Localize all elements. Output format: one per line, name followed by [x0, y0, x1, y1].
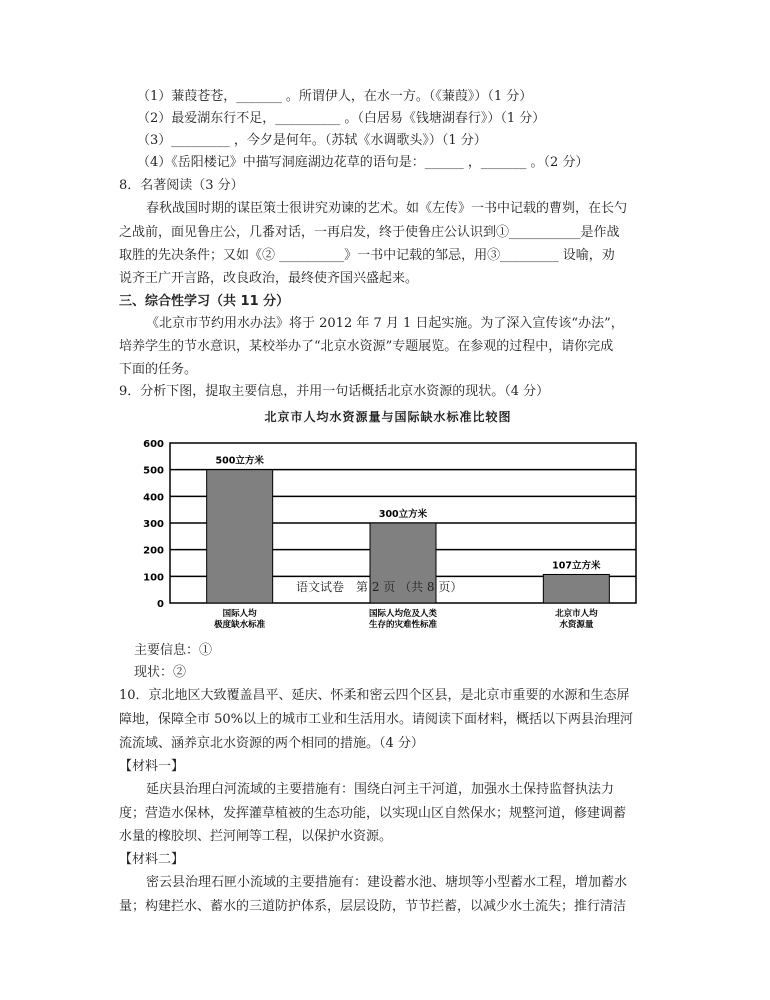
- section-3-intro-2: 培养学生的节水意识，某校举办了“北京水资源”专题展览。在参观的过程中，请你完成: [119, 339, 614, 354]
- q10-text-2: 障地，保障全市 50%以上的城市工业和生活用水。请阅读下面材料，概括以下两县治理河: [119, 712, 634, 727]
- q8-text-2: 之战前，面见鲁庄公，几番对话，一再启发，终于使鲁庄公认识到①___________是作战: [119, 225, 620, 240]
- y-tick-label: 0: [157, 599, 164, 610]
- q7-item-2: （2）最爱湖东行不足，__________ 。（白居易《钱塘湖春行》）（1 分）: [137, 111, 546, 126]
- q7-item-1: （1）蒹葭苍苍，_______ 。所谓伊人，在水一方。（《蒹葭》）（1 分）: [137, 89, 533, 104]
- y-tick-label: 400: [143, 492, 164, 504]
- bar: [543, 574, 609, 603]
- q10-text-3: 流流域、涵养京北水资源的两个相同的措施。（4 分）: [119, 736, 424, 751]
- x-category-label: 水资源量: [559, 620, 594, 630]
- bar-value-label: 107立方米: [552, 560, 601, 572]
- material-1-text-1: 延庆县治理白河流域的主要措施有：围绕白河主干河道，加强水土保持监督执法力: [146, 782, 615, 797]
- material-2-heading: 【材料二】: [119, 852, 185, 867]
- q8-text-3: 取胜的先决条件；又如《② __________》一书中记载的邹忌，用③_________ 设喻，劝: [119, 248, 615, 263]
- y-tick-label: 500: [143, 465, 164, 477]
- section-3-intro-1: 《北京市节约用水办法》将于 2012 年 7 月 1 日起实施。为了深入宣传该“办法”，: [146, 316, 624, 331]
- x-category-label: 生存的灾难性标准: [368, 620, 438, 630]
- section-3-intro-3: 下面的任务。: [119, 362, 198, 377]
- chart-svg: [118, 408, 658, 633]
- x-category-label: 极度缺水标准: [214, 620, 266, 630]
- bar: [207, 470, 273, 603]
- x-category-label: 北京市人均: [555, 609, 598, 619]
- q9-answer-status: 现状：②: [134, 665, 187, 680]
- chart-title: 北京市人均水资源量与国际缺水标准比较图: [264, 410, 512, 424]
- q8-text-1: 春秋战国时期的谋臣策士很讲究劝谏的艺术。如《左传》一书中记载的曹刿，在长勺: [146, 201, 628, 216]
- q9-heading: 9．分析下图，提取主要信息，并用一句话概括北京水资源的现状。（4 分）: [119, 384, 550, 399]
- bar-value-label: 500立方米: [215, 455, 264, 467]
- q7-item-4: （4）《岳阳楼记》中描写洞庭湖边花草的语句是：______ ，_______ 。（2 分）: [137, 155, 589, 170]
- y-tick-label: 600: [143, 439, 164, 450]
- section-3-heading: 三、综合性学习（共 11 分）: [119, 294, 290, 309]
- water-chart: [118, 408, 658, 633]
- y-tick-label: 200: [143, 545, 164, 557]
- q8-heading: 8．名著阅读（3 分）: [119, 178, 244, 193]
- y-tick-label: 300: [143, 519, 164, 530]
- page-footer: 语文试卷 第 2 页 （共 8 页）: [296, 580, 463, 594]
- y-tick-label: 100: [143, 572, 164, 584]
- q10-text-1: 10．京北地区大致覆盖昌平、延庆、怀柔和密云四个区县，是北京市重要的水源和生态屏: [119, 688, 630, 703]
- material-2-text-1: 密云县治理石匣小流域的主要措施有：建设蓄水池、塘坝等小型蓄水工程，增加蓄水: [146, 875, 628, 890]
- bar-value-label: 300立方米: [378, 509, 428, 520]
- material-1-text-3: 水量的橡胶坝、拦河闸等工程，以保护水资源。: [119, 829, 393, 844]
- x-category-label: 国际人均危及人类: [368, 609, 438, 619]
- q7-item-3: （3）_________ ，今夕是何年。（苏轼《水调歌头》）（1 分）: [137, 133, 487, 148]
- material-2-text-2: 量；构建拦水、蓄水的三道防护体系，层层设防，节节拦蓄，以减少水土流失；推行清洁: [119, 899, 627, 914]
- material-1-text-2: 度；营造水保林，发挥灌草植被的生态功能，以实现山区自然保水；规整河道，修建调蓄: [119, 806, 627, 821]
- q9-answer-info: 主要信息：①: [134, 643, 213, 658]
- material-1-heading: 【材料一】: [119, 759, 185, 774]
- q8-text-4: 说齐王广开言路，改良政治，最终使齐国兴盛起来。: [119, 271, 419, 286]
- x-category-label: 国际人均: [222, 609, 257, 619]
